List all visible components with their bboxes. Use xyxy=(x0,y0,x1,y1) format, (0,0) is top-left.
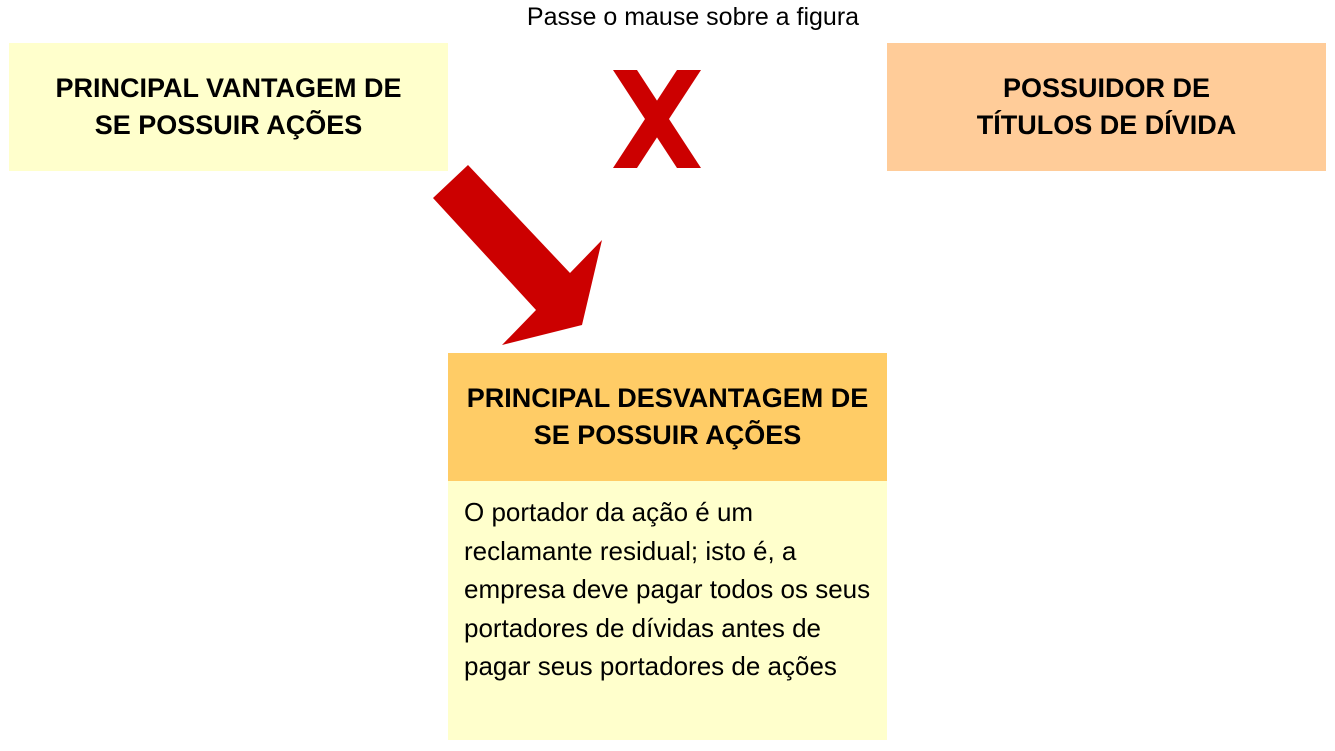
disadvantage-box[interactable] xyxy=(448,353,887,481)
debt-holder-box[interactable] xyxy=(887,43,1326,171)
debt-holder-label: POSSUIDOR DE TÍTULOS DE DÍVIDA xyxy=(976,73,1237,140)
instruction-text: Passe o mause sobre a figura xyxy=(526,3,860,31)
x-mark-icon xyxy=(609,64,705,170)
advantage-box[interactable] xyxy=(9,43,448,171)
disadvantage-label: PRINCIPAL DESVANTAGEM DE SE POSSUIR AÇÕES xyxy=(466,383,869,450)
disadvantage-detail-text: O portador da ação é um reclamante residual; isto é, a empresa deve pagar todos os seus portadores de dívidas antes de pagar seus portadores de ações xyxy=(448,481,887,740)
arrow-shape xyxy=(433,165,602,345)
arrow-down-right-icon xyxy=(430,165,610,350)
advantage-label: PRINCIPAL VANTAGEM DE SE POSSUIR AÇÕES xyxy=(55,73,402,140)
